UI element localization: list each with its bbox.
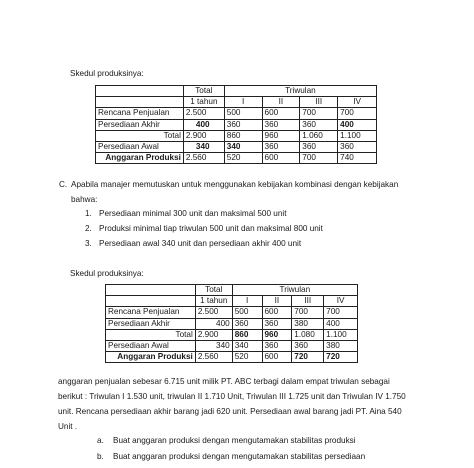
cell: 360 (338, 142, 377, 153)
cell-total: 2.500 (195, 307, 232, 318)
table-header-row (96, 86, 377, 97)
header-triwulan: Triwulan (232, 285, 357, 296)
cell-total: 340 (195, 341, 232, 352)
cell-total: 400 (183, 119, 224, 130)
table-subheader-row (106, 296, 358, 307)
cell: 960 (262, 130, 300, 141)
cell: 360 (262, 318, 292, 329)
row-label: Persediaan Awal (96, 142, 184, 153)
cell: 360 (262, 341, 292, 352)
cell-total: 2.900 (183, 130, 224, 141)
header-triwulan: Triwulan (224, 86, 376, 97)
cell: 1.100 (338, 130, 377, 141)
section-text: Apabila manajer memutuskan untuk menggunakan kebijakan kombinasi dengan kebijakan (71, 180, 399, 189)
schedule-label: Skedul produksinya: (70, 269, 144, 278)
paragraph-line: anggaran penjualan sebesar 6.715 unit milik PT. ABC terbagi dalam empat triwulan sebagai (58, 377, 390, 386)
row-label: Total (96, 130, 184, 141)
header-q: I (224, 97, 262, 108)
table-row (96, 142, 377, 153)
cell: 860 (232, 329, 262, 340)
list-item-number: 1. (85, 209, 92, 218)
cell: 380 (324, 341, 358, 352)
table-row (96, 108, 377, 119)
header-q: I (232, 296, 262, 307)
cell: 700 (338, 108, 377, 119)
row-label: Anggaran Produksi (96, 153, 184, 164)
cell: 500 (224, 108, 262, 119)
cell: 720 (324, 352, 358, 363)
row-label: Persediaan Akhir (106, 318, 196, 329)
paragraph-line: Unit . (58, 422, 78, 431)
section-text: bahwa: (71, 195, 98, 204)
header-total: Total (195, 285, 232, 296)
cell: 740 (338, 153, 377, 164)
list-item: Persediaan minimal 300 unit dan maksimal 500 unit (99, 209, 287, 218)
cell: 340 (224, 142, 262, 153)
header-total: Total (183, 86, 224, 97)
header-tahun: 1 tahun (183, 97, 224, 108)
paragraph-line: berikut : Triwulan I 1.530 unit, triwulan II 1.710 Unit, Triwulan III 1.725 unit dan Triwulan IV 1.750 (58, 392, 406, 401)
section-marker: C. (59, 180, 68, 189)
cell: 700 (300, 108, 338, 119)
list-item: Persediaan awal 340 unit dan persediaan akhir 400 unit (99, 239, 302, 248)
header-q: IV (324, 296, 358, 307)
row-label: Persediaan Akhir (96, 119, 184, 130)
header-q: IV (338, 97, 377, 108)
schedule-label: Skedul produksinya: (70, 69, 144, 78)
task-item: Buat anggaran produksi dengan mengutamakan stabilitas persediaan (113, 452, 366, 461)
table-subheader-row (96, 97, 377, 108)
task-marker: b. (97, 452, 104, 461)
list-item: Produksi minimal tiap triwulan 500 unit dan maksimal 800 unit (99, 224, 323, 233)
table-row (96, 119, 377, 130)
header-tahun: 1 tahun (195, 296, 232, 307)
list-item-number: 2. (85, 224, 92, 233)
cell: 700 (324, 307, 358, 318)
table-row (106, 352, 358, 363)
row-label: Persediaan Awal (106, 341, 196, 352)
table-row (96, 153, 377, 164)
table-row (106, 341, 358, 352)
task-marker: a. (97, 436, 104, 445)
cell: 1.060 (300, 130, 338, 141)
production-schedule-table (95, 85, 377, 164)
cell: 360 (300, 119, 338, 130)
row-label: Rencana Penjualan (106, 307, 196, 318)
cell: 860 (224, 130, 262, 141)
cell: 400 (338, 119, 377, 130)
header-q: II (262, 97, 300, 108)
table-header-row (106, 285, 358, 296)
task-item: Buat anggaran produksi dengan mengutamakan stabilitas produksi (113, 436, 356, 445)
table-row (106, 318, 358, 329)
header-q: III (300, 97, 338, 108)
cell: 360 (262, 142, 300, 153)
cell: 600 (262, 108, 300, 119)
row-label: Rencana Penjualan (96, 108, 184, 119)
cell: 340 (232, 341, 262, 352)
table-row (106, 307, 358, 318)
cell: 360 (262, 119, 300, 130)
table-row (96, 130, 377, 141)
row-label: Anggaran Produksi (106, 352, 196, 363)
header-q: III (292, 296, 324, 307)
cell: 600 (262, 307, 292, 318)
cell-total: 2.900 (195, 329, 232, 340)
header-q: II (262, 296, 292, 307)
cell-total: 400 (195, 318, 232, 329)
cell: 520 (224, 153, 262, 164)
list-item-number: 3. (85, 239, 92, 248)
cell: 1.080 (292, 329, 324, 340)
table-row (106, 329, 358, 340)
production-schedule-table (105, 284, 358, 363)
cell: 360 (292, 341, 324, 352)
cell: 400 (324, 318, 358, 329)
cell: 600 (262, 153, 300, 164)
cell: 1.100 (324, 329, 358, 340)
cell: 380 (292, 318, 324, 329)
cell: 360 (224, 119, 262, 130)
cell: 360 (232, 318, 262, 329)
cell-total: 340 (183, 142, 224, 153)
cell-total: 2.500 (183, 108, 224, 119)
cell: 360 (300, 142, 338, 153)
cell: 520 (232, 352, 262, 363)
row-label: Total (106, 329, 196, 340)
cell: 500 (232, 307, 262, 318)
paragraph-line: unit. Rencana persediaan akhir barang jadi 620 unit. Persediaan awal barang jadi PT. Aina 540 (58, 407, 402, 416)
cell-total: 2.560 (195, 352, 232, 363)
cell: 700 (300, 153, 338, 164)
cell: 600 (262, 352, 292, 363)
cell: 960 (262, 329, 292, 340)
cell: 700 (292, 307, 324, 318)
cell: 720 (292, 352, 324, 363)
cell-total: 2.560 (183, 153, 224, 164)
